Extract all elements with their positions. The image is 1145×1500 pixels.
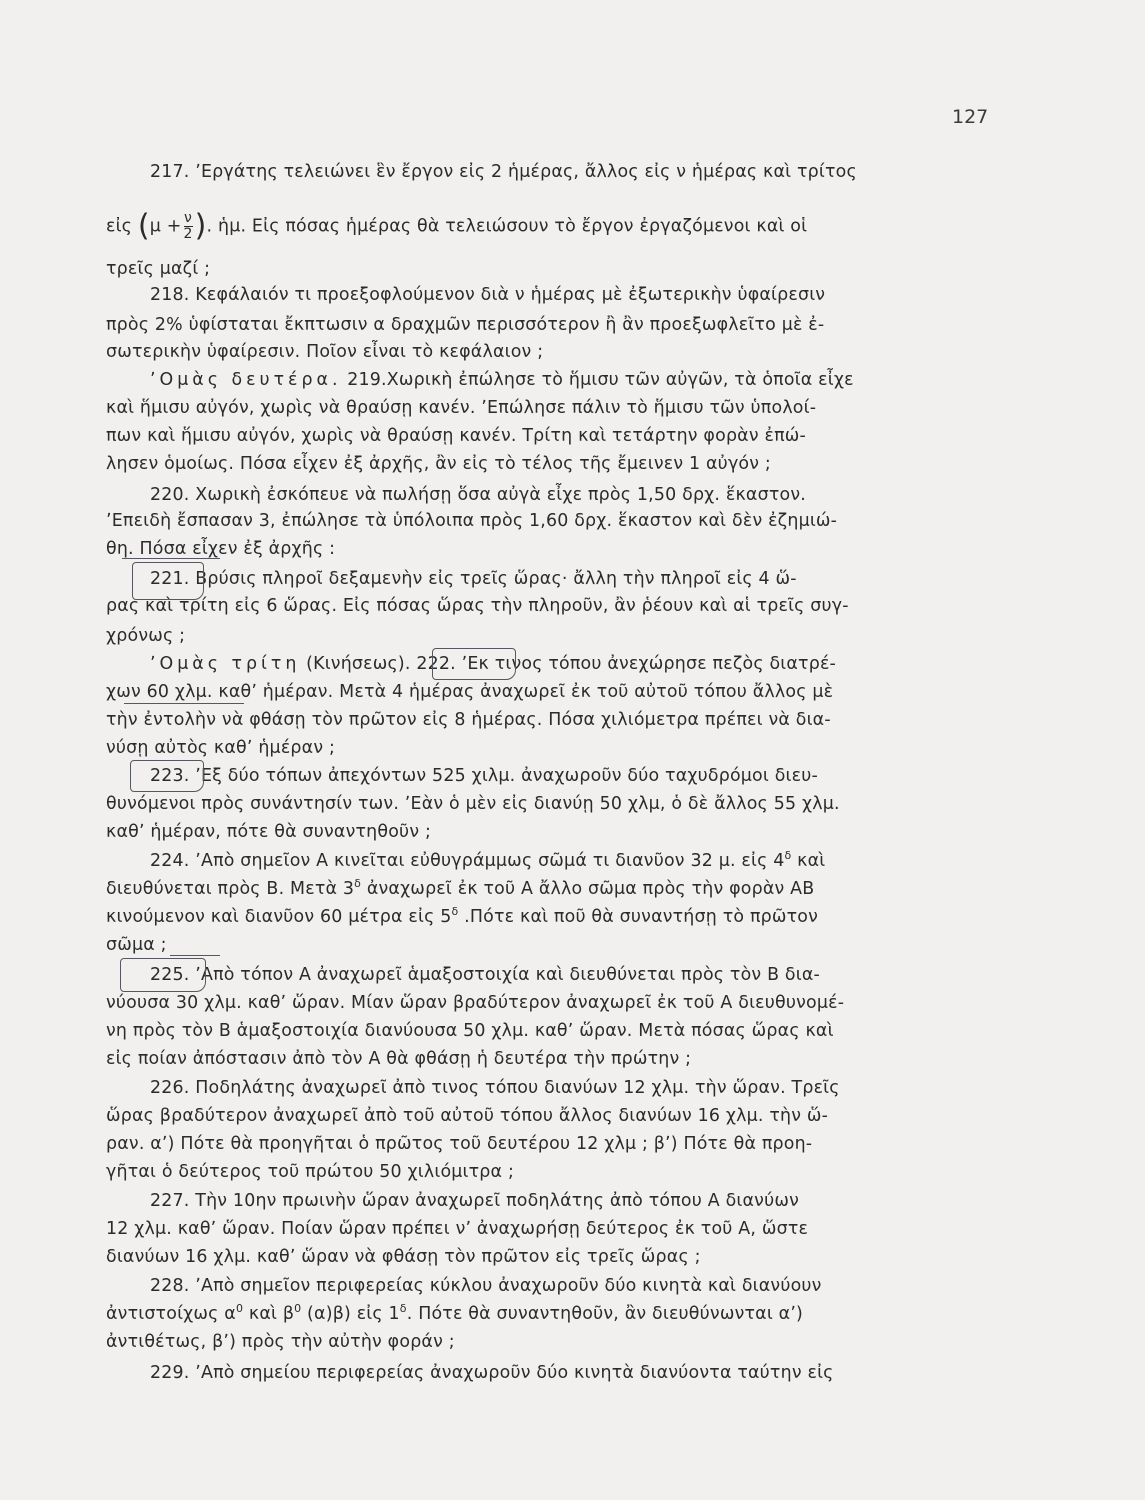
text-fragment: καὶ [791, 851, 826, 871]
pencil-underline [124, 703, 244, 704]
pencil-underline [170, 955, 220, 956]
superscript: 0 [294, 1302, 302, 1316]
text-fragment: 219.Χωρικὴ ἐπώλησε τὸ ἥμισυ τῶν αὐγῶν, τὰ ὁποῖα εἶχε [347, 370, 854, 390]
text-fragment: . Πότε θὰ συναντηθοῦν, ἂν διευθύνωνται αʼ) [406, 1304, 804, 1324]
text-line: σωτερικὴν ὑφαίρεσιν. Ποῖον εἶναι τὸ κεφάλαιον ; [106, 342, 544, 362]
text-line: ἀντιθέτως, βʼ) πρὸς τὴν αὐτὴν φοράν ; [106, 1332, 455, 1352]
fraction-denominator: 2 [183, 226, 193, 242]
superscript: δ [399, 1302, 407, 1316]
text-line: καθʼ ἡμέραν, πότε θὰ συναντηθοῦν ; [106, 822, 432, 842]
text-line: 227. Τὴν 10ην πρωινὴν ὥραν ἀναχωρεῖ ποδηλάτης ἀπὸ τόπου Α διανύων [150, 1191, 800, 1211]
text-line: ʼΕπειδὴ ἔσπασαν 3, ἐπώλησε τὰ ὑπόλοιπα πρὸς 1,60 δρχ. ἕκαστον καὶ δὲν ἐζημιώ- [106, 511, 838, 531]
text-line: 220. Χωρικὴ ἐσκόπευε νὰ πωλήσῃ ὅσα αὐγὰ εἶχε πρὸς 1,50 δρχ. ἕκαστον. [150, 485, 806, 505]
superscript: δ [451, 905, 459, 919]
formula-mu: μ + [149, 216, 182, 237]
text-line: θυνόμενοι πρὸς συνάντησίν των. ʼΕὰν ὁ μὲν εἰς διανύῃ 50 χλμ, ὁ δὲ ἄλλος 55 χλμ. [106, 794, 840, 814]
text-fragment: ἀναχωρεῖ ἐκ τοῦ Α ἄλλο σῶμα πρὸς τὴν φορὰν ΑΒ [361, 879, 815, 899]
fraction [184, 211, 193, 242]
pencil-underline [122, 558, 220, 559]
text-line: 223. ʼΕξ δύο τόπων ἀπεχόντων 525 χιλμ. ἀναχωροῦν δύο ταχυδρόμοι διευ- [150, 766, 818, 786]
group-heading: ʼΟμὰς δευτέρα. [150, 370, 342, 390]
text-line [150, 368, 854, 392]
text-line: εἰς (μ + $\frac{\nu}{2}$ ). ἡμ. Εἰς πόσας ἡμέρας θὰ τελειώσουν τὸ ἔργον ἐργαζόμενοι καὶ οἱ [106, 208, 808, 244]
group-heading: ʼΟμὰς τρίτη [150, 654, 301, 674]
text-line [150, 849, 825, 873]
text-line: πων καὶ ἥμισυ αὐγόν, χωρὶς νὰ θραύσῃ κανέν. Τρίτη καὶ τετάρτην φορὰν ἐπώ- [106, 426, 806, 446]
text-line: καὶ ἥμισυ αὐγόν, χωρὶς νὰ θραύσῃ κανέν. ʼΕπώλησε πάλιν τὸ ἥμισυ τῶν ὑπολοί- [106, 398, 817, 418]
text-line: 226. Ποδηλάτης ἀναχωρεῖ ἀπὸ τινος τόπου διανύων 12 χλμ. τὴν ὥραν. Τρεῖς [150, 1078, 840, 1098]
text-line: σῶμα ; [106, 935, 167, 955]
text-line: 221. Βρύσις πληροῖ δεξαμενὴν εἰς τρεῖς ὥρας· ἄλλη τὴν πληροῖ εἰς 4 ὥ- [150, 569, 797, 589]
text-fragment: ἀντιστοίχως α [106, 1304, 236, 1324]
text-line: νύουσα 30 χλμ. καθʼ ὥραν. Μίαν ὥραν βραδύτερον ἀναχωρεῖ ἐκ τοῦ Α διευθυνομέ- [106, 993, 845, 1013]
text-line: πρὸς 2% ὑφίσταται ἔκπτωσιν α δραχμῶν περισσότερον ἢ ἂν προεξωφλεῖτο μὲ ἐ- [106, 315, 825, 335]
page-number: 127 [952, 106, 989, 128]
text-line: 218. Κεφάλαιόν τι προεξοφλούμενον διὰ ν ἡμέρας μὲ ἐξωτερικὴν ὑφαίρεσιν [150, 285, 826, 305]
text-line: θη. Πόσα εἶχεν ἐξ ἀρχῆς : [106, 539, 336, 559]
text-line: 225. ʼΑπὸ τόπον Α ἀναχωρεῖ ἁμαξοστοιχία καὶ διευθύνεται πρὸς τὸν Β δια- [150, 965, 820, 985]
text-line [106, 877, 814, 901]
text-line: γῆται ὁ δεύτερος τοῦ πρώτου 50 χιλιόμιτρα ; [106, 1162, 514, 1182]
text-line: διανύων 16 χλμ. καθʼ ὥραν νὰ φθάσῃ τὸν πρῶτον εἰς τρεῖς ὥρας ; [106, 1247, 701, 1267]
text-line: τρεῖς μαζί ; [106, 259, 211, 279]
text-line: τὴν ἐντολὴν νὰ φθάσῃ τὸν πρῶτον εἰς 8 ἡμέρας. Πόσα χιλιόμετρα πρέπει νὰ δια- [106, 710, 831, 730]
superscript: δ [784, 849, 792, 863]
text-fragment: ἡμ. Εἰς πόσας ἡμέρας θὰ τελειώσουν τὸ ἔργον ἐργαζόμενοι καὶ οἱ [217, 216, 808, 237]
superscript: δ [354, 877, 362, 891]
text-line: νύσῃ αὐτὸς καθʼ ἡμέραν ; [106, 738, 336, 758]
text-fragment: καὶ β [243, 1304, 295, 1324]
text-fragment: 224. ʼΑπὸ σημεῖον Α κινεῖται εὐθυγράμμως σῶμά τι διανῦον 32 μ. εἰς 4 [150, 851, 785, 871]
superscript: 0 [235, 1302, 244, 1316]
text-line: ραν. αʼ) Πότε θὰ προηγῆται ὁ πρῶτος τοῦ δευτέρου 12 χλμ ; βʼ) Πότε θὰ προη- [106, 1134, 813, 1154]
text-fragment: κινούμενον καὶ διανῦον 60 μέτρα εἰς 5 [106, 907, 452, 927]
text-line: χων 60 χλμ. καθʼ ἡμέραν. Μετὰ 4 ἡμέρας ἀναχωρεῖ ἐκ τοῦ αὐτοῦ τόπου ἄλλος μὲ [106, 682, 834, 702]
text-fragment: .Πότε καὶ ποῦ θὰ συναντήσῃ τὸ πρῶτον [458, 907, 819, 927]
text-fragment: διευθύνεται πρὸς Β. Μετὰ 3 [106, 879, 355, 899]
text-line: ρας καὶ τρίτη εἰς 6 ὥρας. Εἰς πόσας ὥρας τὴν πληροῦν, ἂν ῥέουν καὶ αἱ τρεῖς συγ- [106, 596, 849, 616]
text-line [150, 652, 836, 676]
text-fragment: (α)β) εἰς 1 [301, 1304, 400, 1324]
text-line: 229. ʼΑπὸ σημείου περιφερείας ἀναχωροῦν δύο κινητὰ διανύοντα ταύτην εἰς [150, 1363, 834, 1383]
text-line: 217. ʼΕργάτης τελειώνει ἓν ἔργον εἰς 2 ἡμέρας, ἄλλος εἰς ν ἡμέρας καὶ τρίτος [150, 162, 857, 182]
text-line: 228. ʼΑπὸ σημεῖον περιφερείας κύκλου ἀναχωροῦν δύο κινητὰ καὶ διανύουν [150, 1276, 822, 1296]
text-line: 12 χλμ. καθʼ ὥραν. Ποίαν ὥραν πρέπει νʼ ἀναχωρήσῃ δεύτερος ἐκ τοῦ Α, ὥστε [106, 1219, 809, 1239]
text-line [106, 905, 818, 929]
text-line: εἰς ποίαν ἀπόστασιν ἀπὸ τὸν Α θὰ φθάσῃ ἡ δευτέρα τὴν πρώτην ; [106, 1049, 692, 1069]
text-line: νη πρὸς τὸν Β ἁμαξοστοιχία διανύουσα 50 χλμ. καθʼ ὥραν. Μετὰ πόσας ὥρας καὶ [106, 1021, 834, 1041]
text-fragment: (Κινήσεως). 222. ʼΕκ τινος τόπου ἀνεχώρησε πεζὸς διατρέ- [306, 654, 837, 674]
text-line: χρόνως ; [106, 626, 186, 646]
text-line: ὥρας βραδύτερον ἀναχωρεῖ ἀπὸ τοῦ αὐτοῦ τόπου ἄλλος διανύων 16 χλμ. τὴν ὥ- [106, 1106, 829, 1126]
text-fragment: εἰς [106, 216, 133, 237]
left-paren: ( [137, 208, 150, 244]
right-paren: ) [194, 208, 207, 244]
text-line [106, 1302, 803, 1326]
text-line: λησεν ὁμοίως. Πόσα εἶχεν ἐξ ἀρχῆς, ἂν εἰς τὸ τέλος τῆς ἔμεινεν 1 αὐγόν ; [106, 454, 771, 474]
fraction-numerator: ν [184, 210, 193, 226]
